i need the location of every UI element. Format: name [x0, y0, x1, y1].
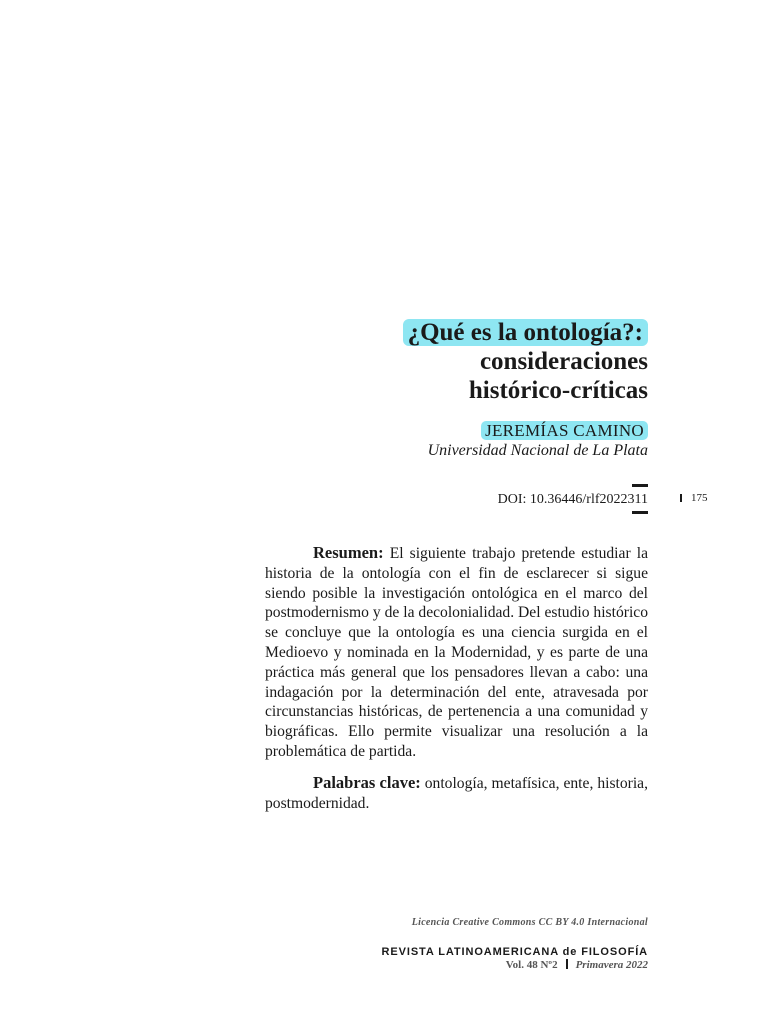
journal-season: Primavera 2022: [575, 959, 648, 971]
journal-volume: Vol. 48 Nº2: [505, 959, 558, 971]
doi-link[interactable]: DOI: 10.36446/rlf2022311: [497, 492, 648, 507]
journal-issue: [382, 959, 648, 971]
page-number-value: 175: [691, 492, 708, 504]
title-line-2: consideraciones: [479, 348, 648, 375]
abstract-text: El siguiente trabajo pretende estudiar la historia de la ontología con el fin de esclarecer si sigue siendo posible la investigación ontológica en el marco del postmodernismo y de la decolonialidad. Del estudio histórico se concluye que la ontología es una ciencia surgida en el Medioevo y nominada en la Modernidad, y es parte de una práctica más general que los pensadores llevan a cabo: una indagación por la determinación del ente, atravesada por circunstancias históricas, de pertenencia a una comunidad y biográficas. Ello permite visualizar una resolución a la problemática de partida.: [265, 545, 648, 760]
keywords-paragraph: [265, 773, 648, 814]
abstract-label: Resumen:: [313, 543, 384, 562]
title-line-1: [228, 318, 648, 347]
abstract-section: [265, 543, 648, 813]
author-affiliation: Universidad Nacional de La Plata: [427, 442, 648, 459]
issue-separator: [566, 959, 568, 969]
journal-name: REVISTA LATINOAMERICANA de FILOSOFÍA: [381, 946, 648, 958]
doi-rule-top: [632, 484, 648, 487]
page-number-bar: [680, 494, 682, 502]
author-name-line: [228, 421, 648, 441]
doi-rule-bottom: [632, 511, 648, 514]
author-name: JEREMÍAS CAMINO: [481, 421, 648, 440]
page-number: [680, 492, 708, 504]
title-highlight: ¿Qué es la ontología?:: [403, 319, 648, 346]
title-line-3: histórico-críticas: [468, 377, 648, 404]
article-title: [228, 318, 648, 405]
keywords-text: ontología, metafísica, ente, historia, postmodernidad.: [265, 774, 648, 812]
keywords-label: Palabras clave:: [313, 772, 421, 792]
author-block: [228, 421, 648, 460]
abstract-paragraph: [265, 543, 648, 762]
license-note: Licencia Creative Commons CC BY 4.0 Internacional: [411, 917, 648, 928]
journal-footer: [382, 946, 648, 971]
